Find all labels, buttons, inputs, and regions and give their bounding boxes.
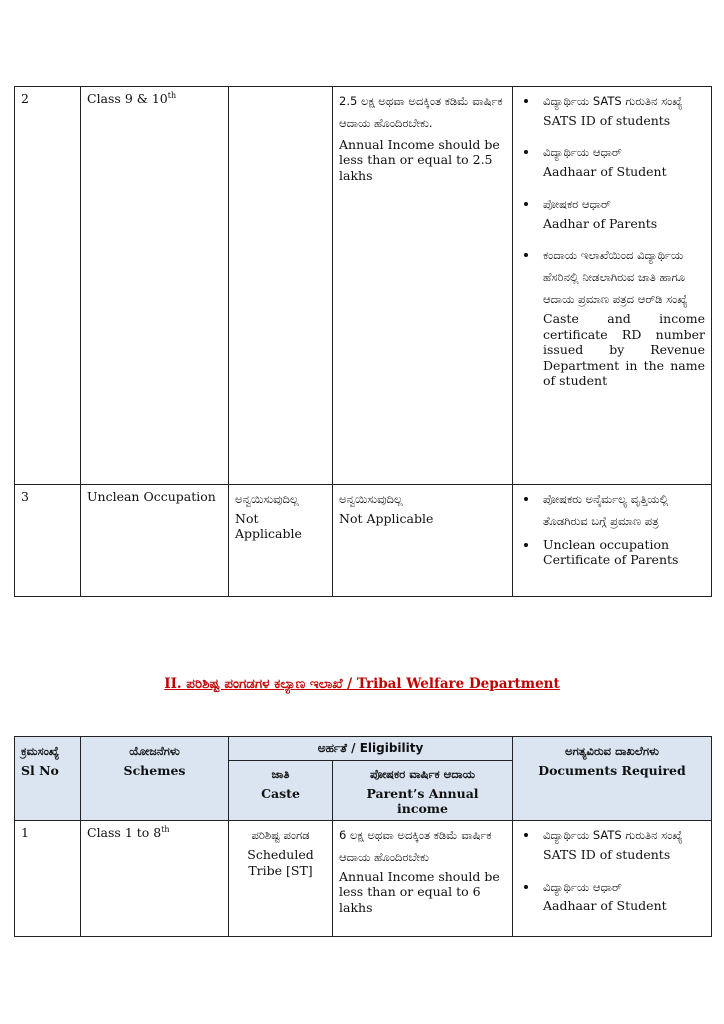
- header-schemes: ಯೋಜನೆಗಳು Schemes: [81, 737, 229, 821]
- table-row: [15, 87, 712, 485]
- header-eligibility: ಅರ್ಹತೆ / Eligibility: [229, 737, 513, 761]
- scheme-cell: Class 9 & 10th: [81, 87, 229, 485]
- caste-cell: ಪರಿಶಿಷ್ಟ ಪಂಗಡ Scheduled Tribe [ST]: [229, 821, 333, 937]
- caste-cell: ಅನ್ವಯಿಸುವುದಿಲ್ಲ Not Applicable: [229, 485, 333, 597]
- documents-cell: [513, 87, 712, 485]
- list-item: • ವಿದ್ಯಾರ್ಥಿಯ SATS ಗುರುತಿನ ಸಂಖ್ಯೆ SATS ID of students: [539, 91, 705, 128]
- header-caste: ಜಾತಿ Caste: [229, 761, 333, 821]
- list-item: • ಪೋಷಕರು ಅನೈರ್ಮಲ್ಯ ವೃತ್ತಿಯಲ್ಲಿ ತೊಡಗಿರುವ ಬಗ್ಗೆ ಪ್ರಮಾಣ ಪತ್ರ: [539, 489, 705, 533]
- list-item: • ವಿದ್ಯಾರ್ಥಿಯ ಆಧಾರ್ Aadhaar of Student: [539, 877, 705, 914]
- header-sl: ಕ್ರಮಸಂಖ್ಯೆ Sl No: [15, 737, 81, 821]
- list-item: • ವಿದ್ಯಾರ್ಥಿಯ SATS ಗುರುತಿನ ಸಂಖ್ಯೆ SATS ID of students: [539, 825, 705, 862]
- header-income: ಪೋಷಕರ ವಾರ್ಷಿಕ ಆದಾಯ Parent’s Annual income: [333, 761, 513, 821]
- documents-cell: [513, 485, 712, 597]
- documents-list: [519, 489, 705, 568]
- tribal-welfare-eligibility-table: [14, 736, 712, 937]
- header-documents: ಅಗತ್ಯವಿರುವ ದಾಖಲೆಗಳು Documents Required: [513, 737, 712, 821]
- eligibility-table-continued: [14, 86, 712, 597]
- documents-list: [519, 825, 705, 914]
- income-english: Annual Income should be less than or equal to 2.5 lakhs: [339, 136, 500, 183]
- list-item: • Unclean occupation Certificate of Parents: [539, 537, 705, 568]
- income-cell: 6 ಲಕ್ಷ ಅಥವಾ ಅದಕ್ಕಿಂತ ಕಡಿಮೆ ವಾರ್ಷಿಕ ಆದಾಯ ಹೊಂದಿರಬೇಕು Annual Income should be less than or equal to 6 lakhs: [333, 821, 513, 937]
- documents-cell: [513, 821, 712, 937]
- scheme-cell: Class 1 to 8th: [81, 821, 229, 937]
- list-item: • ವಿದ್ಯಾರ್ಥಿಯ ಆಧಾರ್ Aadhaar of Student: [539, 142, 705, 179]
- scheme-cell: Unclean Occupation: [81, 485, 229, 597]
- list-item: • ಪೋಷಕರ ಆಧಾರ್ Aadhar of Parents: [539, 194, 705, 231]
- section-title: II. ಪರಿಶಿಷ್ಟ ಪಂಗಡಗಳ ಕಲ್ಯಾಣ ಇಲಾಖೆ / Tribal Welfare Department: [164, 676, 560, 692]
- table-row: [15, 485, 712, 597]
- table-row: [15, 821, 712, 937]
- sl-cell: 3: [15, 485, 81, 597]
- income-kannada: 2.5 ಲಕ್ಷ ಅಥವಾ ಅದಕ್ಕಿಂತ ಕಡಿಮೆ ವಾರ್ಷಿಕ ಆದಾಯ ಹೊಂದಿರಬೇಕು.: [339, 94, 503, 130]
- list-item: • ಕಂದಾಯ ಇಲಾಖೆಯಿಂದ ವಿದ್ಯಾರ್ಥಿಯ ಹೆಸರಿನಲ್ಲಿ ನೀಡಲಾಗಿರುವ ಜಾತಿ ಹಾಗೂ ಆದಾಯ ಪ್ರಮಾಣ ಪತ್ರದ ಆರ್‌ಡಿ ಸಂಖ್ಯೆ Caste and income certificate RD number issued by Revenue Department in the name of student: [539, 245, 705, 389]
- sl-cell: 2: [15, 87, 81, 485]
- income-cell: [333, 87, 513, 485]
- documents-list: [519, 91, 705, 389]
- table-header-row: [15, 737, 712, 761]
- income-cell: ಅನ್ವಯಿಸುವುದಿಲ್ಲ Not Applicable: [333, 485, 513, 597]
- caste-cell: [229, 87, 333, 485]
- sl-cell: 1: [15, 821, 81, 937]
